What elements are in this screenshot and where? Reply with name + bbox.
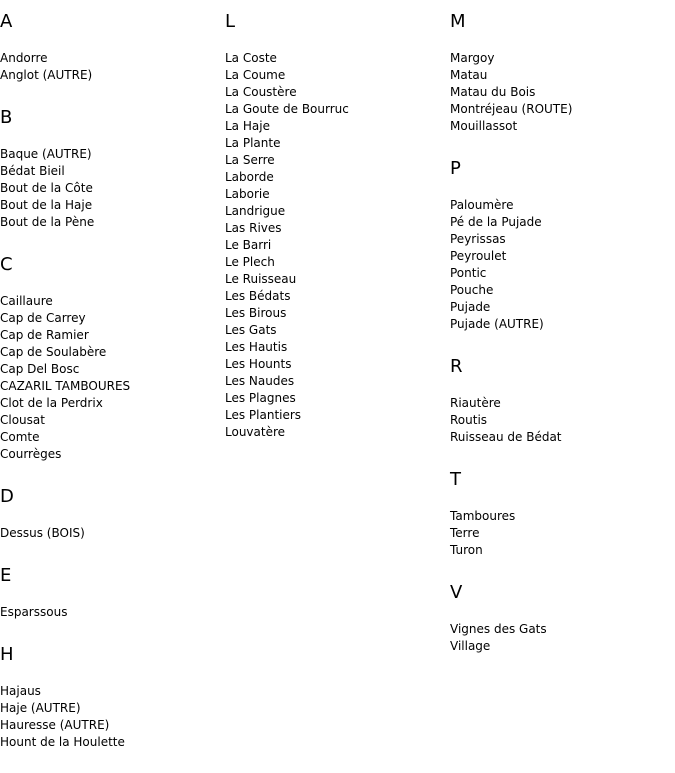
place-name-item: Courrèges: [0, 447, 62, 461]
letter-heading: R: [450, 356, 463, 377]
place-name-item: Hount de la Houlette: [0, 735, 125, 749]
place-name-item: Clousat: [0, 413, 45, 427]
place-name-item: Bout de la Haje: [0, 198, 93, 212]
place-name-item: Caillaure: [0, 294, 53, 308]
place-name-item: La Coste: [225, 51, 277, 65]
place-name-item: Bout de la Pène: [0, 215, 95, 229]
place-name-item: Bout de la Côte: [0, 181, 93, 195]
letter-heading: A: [0, 11, 13, 32]
letter-heading: L: [225, 11, 236, 32]
place-name-item: La Coustère: [225, 85, 297, 99]
place-name-item: La Serre: [225, 153, 275, 167]
letter-heading: H: [0, 644, 14, 665]
index-column-3: [450, 0, 675, 677]
letter-section-t: [450, 468, 675, 559]
place-name-item: Louvatère: [225, 425, 286, 439]
place-name-item: Pé de la Pujade: [450, 215, 542, 229]
place-list: [450, 395, 675, 446]
place-name-item: Haje (AUTRE): [0, 701, 81, 715]
place-name-item: Comte: [0, 430, 40, 444]
place-name-item: Riautère: [450, 396, 501, 410]
place-name-item: Esparssous: [0, 605, 68, 619]
place-name-item: Margoy: [450, 51, 495, 65]
place-name-item: Bédat Bieil: [0, 164, 65, 178]
place-list: [225, 50, 450, 441]
place-name-item: Tamboures: [450, 509, 516, 523]
letter-section-c: [0, 253, 225, 463]
place-name-item: Montréjeau (ROUTE): [450, 102, 573, 116]
letter-section-a: [0, 10, 225, 84]
place-name-item: Terre: [450, 526, 480, 540]
place-name-item: Baque (AUTRE): [0, 147, 92, 161]
place-name-item: Pujade (AUTRE): [450, 317, 544, 331]
place-name-item: Peyrissas: [450, 232, 506, 246]
place-name-item: Matau: [450, 68, 488, 82]
letter-heading: D: [0, 486, 14, 507]
place-name-item: Les Hautis: [225, 340, 288, 354]
letter-section-b: [0, 106, 225, 231]
index-column-2: [225, 0, 450, 463]
place-name-item: Pontic: [450, 266, 487, 280]
letter-section-e: [0, 564, 225, 621]
place-name-item: Landrigue: [225, 204, 286, 218]
place-name-item: Dessus (BOIS): [0, 526, 85, 540]
place-name-item: Les Naudes: [225, 374, 295, 388]
place-list: [450, 197, 675, 333]
place-name-item: Les Hounts: [225, 357, 292, 371]
place-name-item: Peyroulet: [450, 249, 507, 263]
place-name-item: Les Birous: [225, 306, 287, 320]
place-list: [450, 508, 675, 559]
place-name-item: Les Plantiers: [225, 408, 302, 422]
place-name-item: Turon: [450, 543, 483, 557]
letter-section-m: [450, 10, 675, 135]
letter-heading: T: [450, 469, 461, 490]
place-name-item: Ruisseau de Bédat: [450, 430, 562, 444]
place-list: [0, 146, 225, 231]
index-column-1: [0, 0, 225, 773]
place-name-item: Village: [450, 639, 491, 653]
place-list: [0, 683, 225, 751]
place-name-item: Le Barri: [225, 238, 272, 252]
place-name-item: Las Rives: [225, 221, 282, 235]
place-name-item: Les Gats: [225, 323, 277, 337]
place-name-item: Cap Del Bosc: [0, 362, 80, 376]
place-name-item: Cap de Carrey: [0, 311, 86, 325]
place-name-item: Andorre: [0, 51, 48, 65]
letter-heading: B: [0, 107, 13, 128]
place-list: [0, 604, 225, 621]
letter-section-p: [450, 157, 675, 333]
place-name-item: La Plante: [225, 136, 281, 150]
place-name-item: Routis: [450, 413, 488, 427]
place-name-item: Hauresse (AUTRE): [0, 718, 110, 732]
place-name-item: Pouche: [450, 283, 494, 297]
place-list: [0, 525, 225, 542]
letter-heading: P: [450, 158, 461, 179]
place-list: [0, 50, 225, 84]
place-name-item: Mouillassot: [450, 119, 518, 133]
place-list: [0, 293, 225, 463]
letter-heading: E: [0, 565, 12, 586]
letter-section-d: [0, 485, 225, 542]
place-name-item: CAZARIL TAMBOURES: [0, 379, 131, 393]
letter-section-r: [450, 355, 675, 446]
place-name-item: Anglot (AUTRE): [0, 68, 93, 82]
place-name-item: Laborde: [225, 170, 274, 184]
letter-heading: V: [450, 582, 463, 603]
place-name-item: La Coume: [225, 68, 286, 82]
place-list: [450, 50, 675, 135]
place-name-item: Cap de Soulabère: [0, 345, 107, 359]
place-name-item: Le Ruisseau: [225, 272, 297, 286]
place-name-item: Les Bédats: [225, 289, 291, 303]
place-name-item: Pujade: [450, 300, 491, 314]
letter-heading: C: [0, 254, 13, 275]
place-list: [450, 621, 675, 655]
place-name-item: Vignes des Gats: [450, 622, 547, 636]
place-name-item: Matau du Bois: [450, 85, 536, 99]
place-name-item: Paloumère: [450, 198, 514, 212]
place-name-item: La Haje: [225, 119, 270, 133]
place-name-item: Le Plech: [225, 255, 275, 269]
letter-section-l: [225, 10, 450, 441]
letter-section-v: [450, 581, 675, 655]
place-name-item: Hajaus: [0, 684, 41, 698]
place-name-item: Laborie: [225, 187, 270, 201]
place-name-item: Les Plagnes: [225, 391, 296, 405]
place-name-item: Cap de Ramier: [0, 328, 89, 342]
place-name-item: Clot de la Perdrix: [0, 396, 103, 410]
letter-heading: M: [450, 11, 466, 32]
place-name-item: La Goute de Bourruc: [225, 102, 349, 116]
letter-section-h: [0, 643, 225, 751]
